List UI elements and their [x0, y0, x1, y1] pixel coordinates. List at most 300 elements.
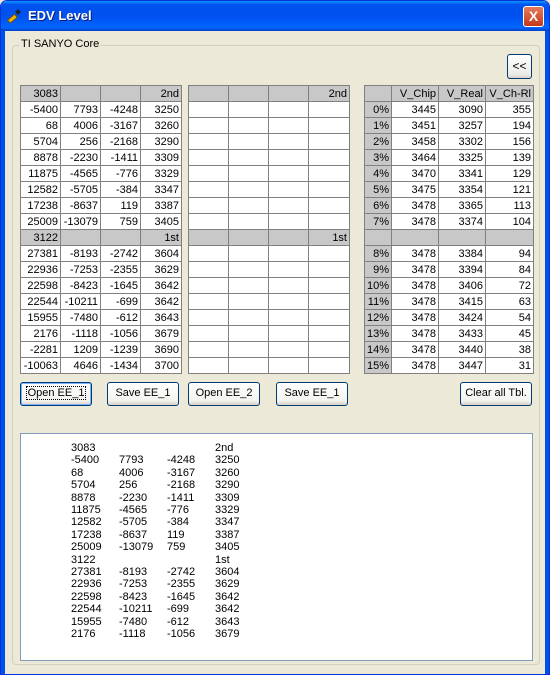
table-header-row-cell[interactable]: [439, 230, 486, 246]
table-row-cell[interactable]: [269, 214, 309, 230]
log-value: -2355: [167, 578, 196, 591]
table-header-row-cell[interactable]: [101, 230, 141, 246]
log-value: 3387: [215, 528, 240, 541]
table-row-cell[interactable]: 3447: [439, 358, 486, 374]
table-row-cell[interactable]: 3458: [392, 134, 439, 150]
log-value: 3679: [215, 628, 240, 640]
table-row-cell[interactable]: 3260: [141, 118, 182, 134]
table-header-row: [189, 230, 350, 246]
log-value: 4006: [119, 466, 144, 479]
table-row-cell[interactable]: 68: [21, 118, 61, 134]
table-header-row-cell[interactable]: [269, 230, 309, 246]
table-row: [21, 342, 182, 358]
table-row-cell[interactable]: 3384: [439, 246, 486, 262]
table-row-cell[interactable]: [229, 246, 269, 262]
table-row-cell[interactable]: 3478: [392, 342, 439, 358]
table-row-cell[interactable]: [189, 166, 229, 182]
table-row-cell[interactable]: [309, 182, 350, 198]
table-header-row: [365, 86, 534, 102]
table-row-cell[interactable]: [229, 294, 269, 310]
table-row-cell[interactable]: [269, 134, 309, 150]
table-row-cell[interactable]: 3445: [392, 102, 439, 118]
log-value: -1645: [167, 590, 196, 603]
table-row-cell[interactable]: 25009: [21, 214, 61, 230]
table-row-cell[interactable]: 5704: [21, 134, 61, 150]
table-row-cell[interactable]: [229, 278, 269, 294]
table-row-cell[interactable]: -10063: [21, 358, 61, 374]
table-row-cell[interactable]: [269, 342, 309, 358]
table-row-cell[interactable]: 31: [486, 358, 534, 374]
table-row-cell[interactable]: [229, 358, 269, 374]
table-header-row-cell[interactable]: [61, 230, 101, 246]
table-row-cell[interactable]: -3167: [101, 118, 141, 134]
table-row-cell[interactable]: 5%: [365, 182, 392, 198]
table-header-row-cell[interactable]: V_Chip: [392, 86, 439, 102]
log-value: 12582: [71, 516, 102, 529]
table-row-cell[interactable]: -1411: [101, 150, 141, 166]
table-row-cell[interactable]: 3464: [392, 150, 439, 166]
table-row: [21, 182, 182, 198]
table-header-row-cell[interactable]: [365, 230, 392, 246]
table-row-cell[interactable]: -8637: [61, 198, 101, 214]
table-row-cell[interactable]: -5705: [61, 182, 101, 198]
table-row-cell[interactable]: 104: [486, 214, 534, 230]
table-row: [365, 278, 534, 294]
table-row-cell[interactable]: 3387: [141, 198, 182, 214]
table-row-cell[interactable]: -10211: [61, 294, 101, 310]
table-row-cell[interactable]: -699: [101, 294, 141, 310]
table-row-cell[interactable]: 63: [486, 294, 534, 310]
table-row-cell[interactable]: [189, 278, 229, 294]
table-row-cell[interactable]: 94: [486, 246, 534, 262]
table-row: [365, 102, 534, 118]
log-value: 2nd: [215, 442, 234, 454]
table-row-cell[interactable]: [229, 182, 269, 198]
table-row-cell[interactable]: [189, 102, 229, 118]
log-value: -776: [167, 504, 190, 516]
table-row-cell[interactable]: 3478: [392, 358, 439, 374]
table-row-cell[interactable]: -5400: [21, 102, 61, 118]
table-row-cell[interactable]: 3642: [141, 294, 182, 310]
table-row-cell[interactable]: [229, 118, 269, 134]
table-row-cell[interactable]: [189, 214, 229, 230]
table-row-cell[interactable]: 54: [486, 310, 534, 326]
table-row-cell[interactable]: [229, 198, 269, 214]
table-row-cell[interactable]: 6%: [365, 198, 392, 214]
title-bar[interactable]: [1, 1, 549, 31]
table-row: [189, 102, 350, 118]
table-header-row-cell[interactable]: 3122: [21, 230, 61, 246]
table-row-cell[interactable]: [189, 294, 229, 310]
table-row: [365, 118, 534, 134]
table-header-row: [365, 230, 534, 246]
table-row-cell[interactable]: 22936: [21, 262, 61, 278]
table-row-cell[interactable]: 3604: [141, 246, 182, 262]
table-row-cell[interactable]: [189, 310, 229, 326]
table-row-cell[interactable]: 4%: [365, 166, 392, 182]
log-value: -4248: [167, 454, 196, 467]
table-row-cell[interactable]: 194: [486, 118, 534, 134]
table-row-cell[interactable]: 9%: [365, 262, 392, 278]
table-row-cell[interactable]: 3629: [141, 262, 182, 278]
table-row-cell[interactable]: 3643: [141, 310, 182, 326]
table-row-cell[interactable]: 3478: [392, 294, 439, 310]
table-row-cell[interactable]: -384: [101, 182, 141, 198]
table-row: [189, 326, 350, 342]
log-value: -7480: [119, 615, 148, 628]
window-frame-right: [545, 31, 549, 674]
log-value: 7793: [119, 454, 144, 467]
open-ee1-button[interactable]: [20, 382, 92, 406]
close-button[interactable]: [523, 6, 544, 27]
table-row-cell[interactable]: 2176: [21, 326, 61, 342]
table-row-cell[interactable]: [229, 102, 269, 118]
log-line: [21, 541, 532, 554]
table-row: [189, 118, 350, 134]
table-row-cell[interactable]: 1%: [365, 118, 392, 134]
table-row-cell[interactable]: [309, 198, 350, 214]
table-row: [21, 358, 182, 374]
table-row-cell[interactable]: 3329: [141, 166, 182, 182]
table-row-cell[interactable]: [189, 342, 229, 358]
table-row-cell[interactable]: 3478: [392, 246, 439, 262]
table-row-cell[interactable]: 11875: [21, 166, 61, 182]
table-row-cell[interactable]: 3679: [141, 326, 182, 342]
log-value: -1118: [119, 628, 146, 640]
table-row-cell[interactable]: 3415: [439, 294, 486, 310]
table-row-cell[interactable]: 121: [486, 182, 534, 198]
log-value: -8423: [119, 590, 148, 603]
table-row-cell[interactable]: -7253: [61, 262, 101, 278]
table-row-cell[interactable]: 10%: [365, 278, 392, 294]
table-header-row-cell[interactable]: [365, 86, 392, 102]
log-value: -5400: [71, 454, 100, 467]
table-row-cell[interactable]: 1209: [61, 342, 101, 358]
table-row-cell[interactable]: -2355: [101, 262, 141, 278]
log-value: 3642: [215, 603, 240, 616]
table-row-cell[interactable]: [189, 358, 229, 374]
table-row-cell[interactable]: [309, 294, 350, 310]
clear-all-label: Clear all Tbl.: [465, 387, 527, 399]
table-header-row-cell[interactable]: 3083: [21, 86, 61, 102]
table-row-cell[interactable]: 17238: [21, 198, 61, 214]
table-row-cell[interactable]: [229, 342, 269, 358]
table-row-cell[interactable]: [309, 214, 350, 230]
table-row-cell[interactable]: 3433: [439, 326, 486, 342]
table-row-cell[interactable]: 3405: [141, 214, 182, 230]
table-row-cell[interactable]: 22544: [21, 294, 61, 310]
table-row-cell[interactable]: 3478: [392, 278, 439, 294]
table-header-row-cell[interactable]: V_Real: [439, 86, 486, 102]
table-row-cell[interactable]: -7480: [61, 310, 101, 326]
log-value: 1st: [215, 553, 230, 566]
table-header-row-cell[interactable]: [189, 86, 229, 102]
table-row-cell[interactable]: [269, 182, 309, 198]
table-row-cell[interactable]: 3302: [439, 134, 486, 150]
table-row-cell[interactable]: [229, 326, 269, 342]
log-line: [21, 516, 532, 529]
table-row-cell[interactable]: 22598: [21, 278, 61, 294]
table-row-cell[interactable]: [229, 262, 269, 278]
table-row-cell[interactable]: [269, 118, 309, 134]
table-row-cell[interactable]: 3250: [141, 102, 182, 118]
table-row-cell[interactable]: 3090: [439, 102, 486, 118]
table-row-cell[interactable]: [309, 278, 350, 294]
table-header-row-cell[interactable]: [101, 86, 141, 102]
log-value: -8637: [119, 528, 148, 541]
table-row-cell[interactable]: [309, 118, 350, 134]
table-header-row-cell[interactable]: [486, 230, 534, 246]
table-row-cell[interactable]: 12582: [21, 182, 61, 198]
table-row-cell[interactable]: [269, 310, 309, 326]
table-row-cell[interactable]: [189, 118, 229, 134]
open-ee2-button[interactable]: [188, 382, 260, 406]
table-row-cell[interactable]: -4565: [61, 166, 101, 182]
table-row-cell[interactable]: 15955: [21, 310, 61, 326]
table-row-cell[interactable]: 3341: [439, 166, 486, 182]
table-row-cell[interactable]: 3406: [439, 278, 486, 294]
log-value: 256: [119, 479, 138, 492]
table-row-cell[interactable]: 3290: [141, 134, 182, 150]
table-row: [365, 134, 534, 150]
table-row-cell[interactable]: 3365: [439, 198, 486, 214]
log-value: 22936: [71, 578, 102, 591]
table-header-row-cell[interactable]: [61, 86, 101, 102]
table-row-cell[interactable]: 4646: [61, 358, 101, 374]
table-row-cell[interactable]: 3440: [439, 342, 486, 358]
table-row: [365, 262, 534, 278]
table-row-cell[interactable]: [269, 278, 309, 294]
table-row-cell[interactable]: 7%: [365, 214, 392, 230]
table-row: [189, 310, 350, 326]
table-header-row-cell[interactable]: 1st: [309, 230, 350, 246]
table-row: [365, 182, 534, 198]
log-value: 8878: [71, 491, 96, 504]
open-ee1-label: Open EE_1: [27, 387, 85, 399]
table-row-cell[interactable]: 759: [101, 214, 141, 230]
table-row-cell[interactable]: -4248: [101, 102, 141, 118]
table-row-cell[interactable]: [309, 326, 350, 342]
table-row-cell[interactable]: 3475: [392, 182, 439, 198]
table-row-cell[interactable]: -776: [101, 166, 141, 182]
table-row-cell[interactable]: 3451: [392, 118, 439, 134]
table-row-cell[interactable]: 3478: [392, 198, 439, 214]
table-row-cell[interactable]: [269, 166, 309, 182]
table-row-cell[interactable]: -1056: [101, 326, 141, 342]
table-row-cell[interactable]: 3%: [365, 150, 392, 166]
log-value: -3167: [167, 466, 196, 479]
table-header-row-cell[interactable]: [229, 86, 269, 102]
clear-all-tables-button[interactable]: [460, 382, 532, 406]
table-row-cell[interactable]: [189, 134, 229, 150]
log-value: 25009: [71, 541, 102, 554]
table-row: [189, 134, 350, 150]
table-row-cell[interactable]: 38: [486, 342, 534, 358]
log-value: 22598: [71, 590, 102, 603]
table-row-cell[interactable]: 72: [486, 278, 534, 294]
table-row-cell[interactable]: [189, 198, 229, 214]
table-row-cell[interactable]: [309, 166, 350, 182]
table-row-cell[interactable]: 11%: [365, 294, 392, 310]
table-row-cell[interactable]: 156: [486, 134, 534, 150]
table-row: [21, 326, 182, 342]
table-row-cell[interactable]: [269, 246, 309, 262]
table-row-cell[interactable]: 129: [486, 166, 534, 182]
table-row: [21, 198, 182, 214]
log-value: -7253: [119, 578, 148, 591]
table-row-cell[interactable]: 8878: [21, 150, 61, 166]
table-row: [21, 118, 182, 134]
table-row-cell[interactable]: [229, 214, 269, 230]
table-row-cell[interactable]: [229, 150, 269, 166]
table-row-cell[interactable]: [189, 150, 229, 166]
table-row-cell[interactable]: 3347: [141, 182, 182, 198]
table-row-cell[interactable]: [269, 294, 309, 310]
table-row-cell[interactable]: [309, 342, 350, 358]
table-row-cell[interactable]: 113: [486, 198, 534, 214]
table-row-cell[interactable]: 3424: [439, 310, 486, 326]
log-value: 3642: [215, 590, 240, 603]
table-row-cell[interactable]: [309, 262, 350, 278]
save-ee1-button[interactable]: [107, 382, 179, 406]
open-ee2-label: Open EE_2: [195, 387, 253, 399]
table-row-cell[interactable]: -2281: [21, 342, 61, 358]
log-line: [21, 591, 532, 604]
log-value: 119: [167, 528, 185, 541]
table-row-cell[interactable]: 0%: [365, 102, 392, 118]
table-row-cell[interactable]: 3309: [141, 150, 182, 166]
log-value: -612: [167, 615, 190, 628]
table-row-cell[interactable]: 3478: [392, 214, 439, 230]
table-row-cell[interactable]: -8193: [61, 246, 101, 262]
table-row-cell[interactable]: [309, 358, 350, 374]
log-value: 3250: [215, 454, 240, 467]
table-row-cell[interactable]: 3478: [392, 310, 439, 326]
table-row-cell[interactable]: [269, 262, 309, 278]
table-row-cell[interactable]: [189, 246, 229, 262]
table-row-cell[interactable]: 14%: [365, 342, 392, 358]
table-header-row: [21, 230, 182, 246]
table-row-cell[interactable]: [229, 310, 269, 326]
log-value: 22544: [71, 603, 102, 616]
save-ee1-second-button[interactable]: [276, 382, 348, 406]
table-row-cell[interactable]: [269, 198, 309, 214]
table-row-cell[interactable]: 3374: [439, 214, 486, 230]
table-row-cell[interactable]: [309, 134, 350, 150]
table-row: [189, 198, 350, 214]
table-row: [365, 310, 534, 326]
table-row-cell[interactable]: 45: [486, 326, 534, 342]
table-row-cell[interactable]: -612: [101, 310, 141, 326]
table-header-row: [189, 86, 350, 102]
log-value: -10211: [119, 603, 153, 616]
table-row: [21, 294, 182, 310]
log-value: 3290: [215, 479, 240, 492]
table-row-cell[interactable]: 3470: [392, 166, 439, 182]
table-row-cell[interactable]: 84: [486, 262, 534, 278]
table-header-row-cell[interactable]: 1st: [141, 230, 182, 246]
table-row: [21, 278, 182, 294]
log-value: 17238: [71, 528, 102, 541]
table-row-cell[interactable]: [309, 246, 350, 262]
table-row-cell[interactable]: 119: [101, 198, 141, 214]
table-header-row-cell[interactable]: V_Ch-Rl: [486, 86, 534, 102]
table-row-cell[interactable]: 3325: [439, 150, 486, 166]
table-row-cell[interactable]: 256: [61, 134, 101, 150]
table-row-cell[interactable]: 3257: [439, 118, 486, 134]
table-row-cell[interactable]: 3354: [439, 182, 486, 198]
table-row-cell[interactable]: 27381: [21, 246, 61, 262]
table-row-cell[interactable]: -2168: [101, 134, 141, 150]
table-row-cell[interactable]: -2742: [101, 246, 141, 262]
table-row-cell[interactable]: [269, 150, 309, 166]
log-value: 3405: [215, 541, 240, 554]
table-row: [21, 102, 182, 118]
table-row-cell[interactable]: 3642: [141, 278, 182, 294]
table-row-cell[interactable]: [269, 326, 309, 342]
table-row-cell[interactable]: [229, 166, 269, 182]
table-row-cell[interactable]: -1434: [101, 358, 141, 374]
table-row-cell[interactable]: -1645: [101, 278, 141, 294]
table-row-cell[interactable]: 3690: [141, 342, 182, 358]
table-row-cell[interactable]: [189, 262, 229, 278]
table-row-cell[interactable]: -1118: [61, 326, 101, 342]
collapse-button[interactable]: <<: [507, 54, 532, 79]
table-row-cell[interactable]: -1239: [101, 342, 141, 358]
table-row: [365, 326, 534, 342]
table-row-cell[interactable]: 7793: [61, 102, 101, 118]
table-row-cell[interactable]: [309, 310, 350, 326]
table-row-cell[interactable]: [189, 182, 229, 198]
table-row: [365, 166, 534, 182]
table-header-row-cell[interactable]: 2nd: [141, 86, 182, 102]
table-row-cell[interactable]: 139: [486, 150, 534, 166]
table-row-cell[interactable]: 3394: [439, 262, 486, 278]
table-row-cell[interactable]: -2230: [61, 150, 101, 166]
log-value: 2176: [71, 628, 96, 640]
table-row-cell[interactable]: 4006: [61, 118, 101, 134]
table-row-cell[interactable]: 13%: [365, 326, 392, 342]
table-row-cell[interactable]: [269, 358, 309, 374]
table-header-row-cell[interactable]: [392, 230, 439, 246]
table-row-cell[interactable]: 12%: [365, 310, 392, 326]
table-row: [189, 342, 350, 358]
table-header-row-cell[interactable]: 2nd: [309, 86, 350, 102]
table-row-cell[interactable]: 2%: [365, 134, 392, 150]
table-row-cell[interactable]: [269, 102, 309, 118]
table-row-cell[interactable]: -8423: [61, 278, 101, 294]
table-row-cell[interactable]: 355: [486, 102, 534, 118]
table-row-cell[interactable]: 15%: [365, 358, 392, 374]
table-row: [365, 294, 534, 310]
table-row-cell[interactable]: 3478: [392, 262, 439, 278]
table-row-cell[interactable]: [229, 134, 269, 150]
table-row-cell[interactable]: 8%: [365, 246, 392, 262]
log-textarea[interactable]: [20, 433, 533, 661]
table-row-cell[interactable]: -13079: [61, 214, 101, 230]
table-row-cell[interactable]: 3478: [392, 326, 439, 342]
table-row-cell[interactable]: [309, 150, 350, 166]
table-header-row-cell[interactable]: [269, 86, 309, 102]
table-row-cell[interactable]: [309, 102, 350, 118]
log-value: -2742: [167, 566, 196, 578]
table-header-row-cell[interactable]: [229, 230, 269, 246]
table-row-cell[interactable]: 3700: [141, 358, 182, 374]
table-header-row-cell[interactable]: [189, 230, 229, 246]
log-value: 3643: [215, 615, 240, 628]
log-value: 3309: [215, 491, 240, 504]
table-row-cell[interactable]: [189, 326, 229, 342]
